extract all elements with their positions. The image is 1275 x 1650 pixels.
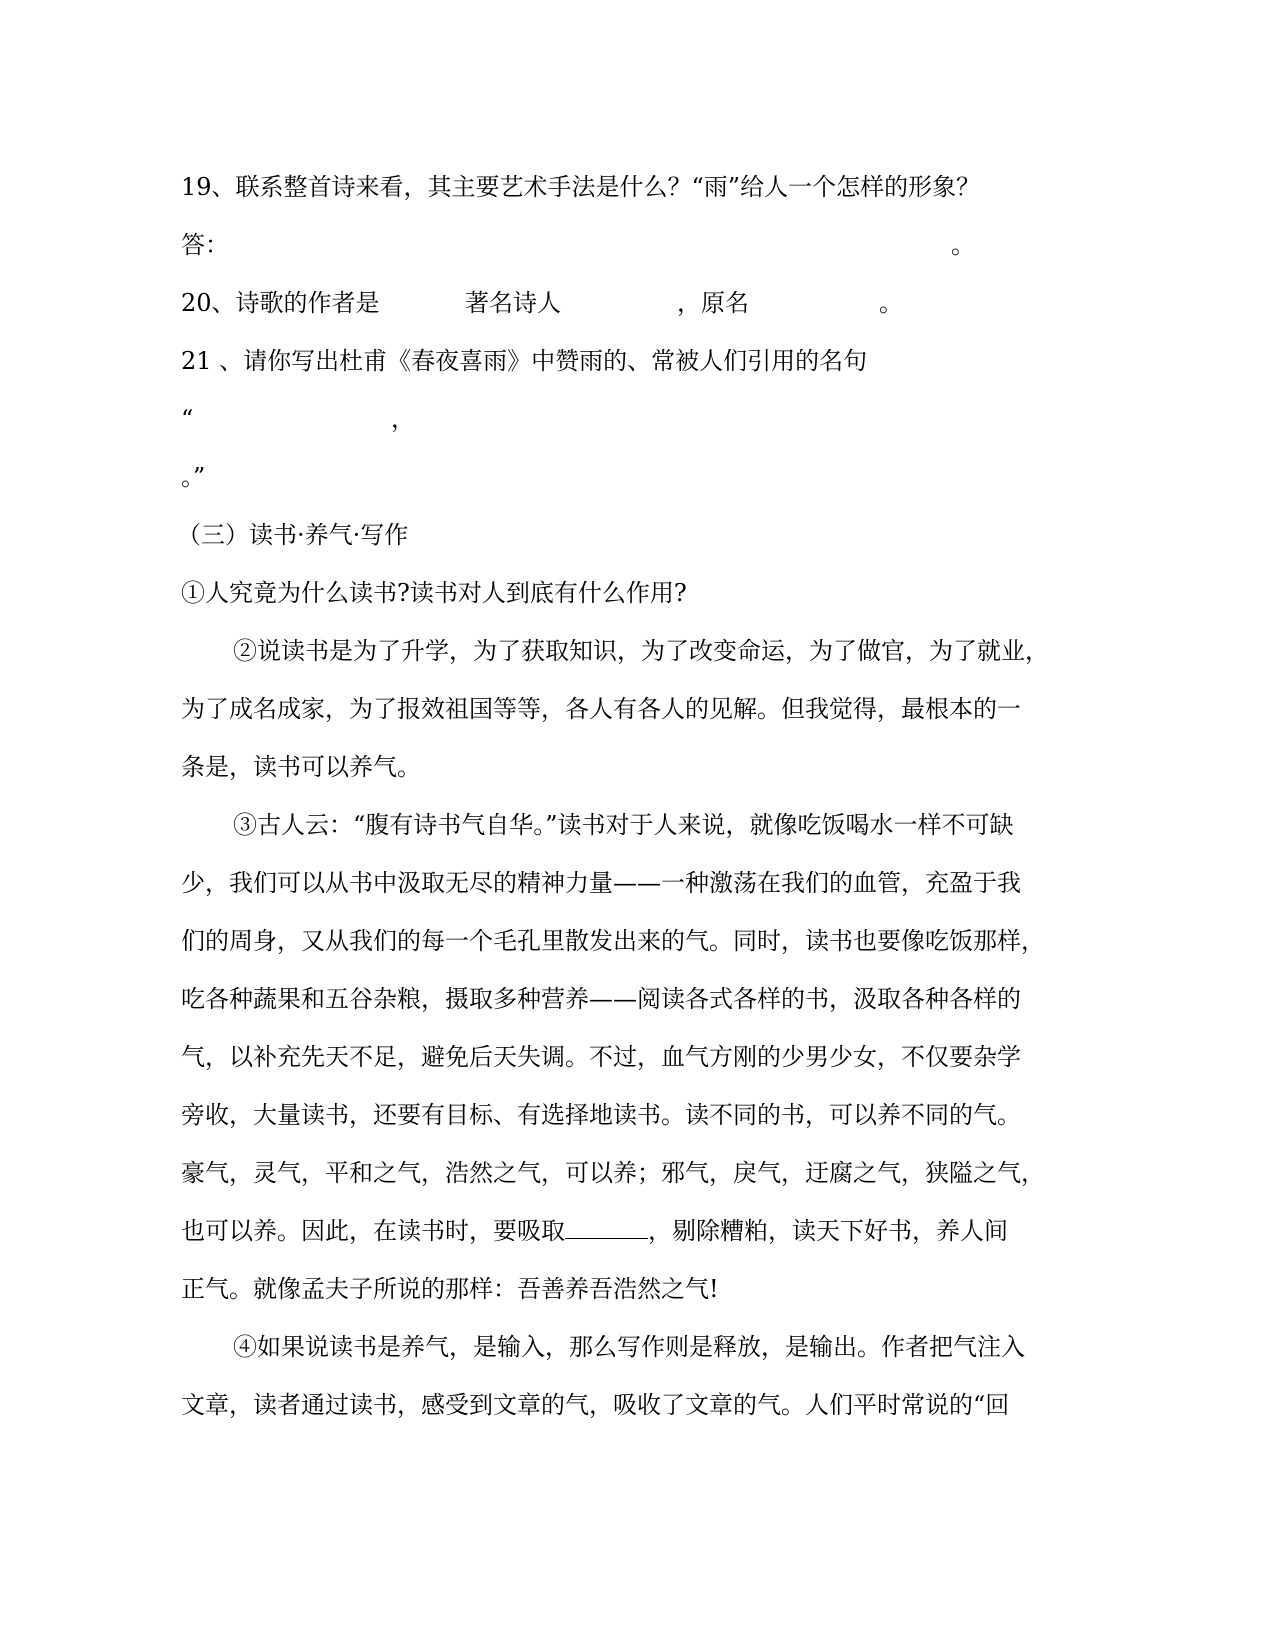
passage-paragraph-3-line: 吃各种蔬果和五谷杂粮，摄取多种营养——阅读各式各样的书，汲取各种各样的: [181, 985, 1021, 1013]
comma: ，: [391, 405, 415, 433]
passage-paragraph-3-line: 旁收，大量读书，还要有目标、有选择地读书。读不同的书，可以养不同的气。: [181, 1101, 1021, 1129]
passage-paragraph-2-line: 条是，读书可以养气。: [181, 753, 421, 781]
passage-paragraph-3-line: 少，我们可以从书中汲取无尽的精神力量——一种激荡在我们的血管，充盈于我: [181, 869, 1021, 897]
blank-before-text: 也可以养。因此，在读书时，要吸取: [181, 1217, 565, 1245]
passage-paragraph-1: ①人究竟为什么读书?读书对人到底有什么作用?: [181, 579, 687, 607]
question-20-part4: 。: [879, 289, 903, 317]
question-20-part2: 著名诗人: [465, 289, 561, 317]
passage-paragraph-3-line: 气，以补充先天不足，避免后天失调。不过，血气方刚的少男少女，不仅要杂学: [181, 1043, 1021, 1071]
passage-paragraph-4-line: ④如果说读书是养气，是输入，那么写作则是释放，是输出。作者把气注入: [233, 1333, 1025, 1361]
passage-paragraph-3-line: 豪气，灵气，平和之气，浩然之气，可以养；邪气，戾气，迂腐之气，狭隘之气，: [181, 1159, 1045, 1187]
passage-paragraph-3-line: 正气。就像孟夫子所说的那样：吾善养吾浩然之气!: [181, 1275, 719, 1303]
passage-paragraph-2-line: ②说读书是为了升学，为了获取知识，为了改变命运，为了做官，为了就业，: [233, 637, 1049, 665]
question-21-blank-line-2: 。”: [181, 463, 206, 491]
passage-paragraph-3-line: ③古人云：“腹有诗书气自华。”读书对于人来说，就像吃饭喝水一样不可缺: [233, 811, 1014, 839]
question-19: 19、联系整首诗来看，其主要艺术手法是什么？“雨”给人一个怎样的形象？: [181, 173, 981, 201]
question-20-part3: ，原名: [677, 289, 749, 317]
passage-paragraph-3-line: 们的周身，又从我们的每一个毛孔里散发出来的气。同时，读书也要像吃饭那样，: [181, 927, 1045, 955]
question-20-part1: 20、诗歌的作者是: [181, 289, 380, 317]
passage-paragraph-4-line: 文章，读者通过读书，感受到文章的气，吸收了文章的气。人们平时常说的“回: [181, 1391, 1010, 1419]
answer-end-period: 。: [951, 231, 975, 259]
passage-paragraph-2-line: 为了成名成家，为了报效祖国等等，各人有各人的见解。但我觉得，最根本的一: [181, 695, 1021, 723]
answer-label: 答：: [181, 231, 229, 259]
section-title: （三）读书·养气·写作: [177, 521, 409, 549]
blank-after-text: ，剔除糟粕，读天下好书，养人间: [648, 1217, 1008, 1245]
passage-paragraph-3-blank-line: [181, 1216, 1008, 1246]
open-quote: “: [181, 405, 194, 433]
fill-in-blank: [565, 1216, 648, 1239]
question-21: 21 、请你写出杜甫《春夜喜雨》中赞雨的、常被人们引用的名句: [181, 347, 868, 375]
